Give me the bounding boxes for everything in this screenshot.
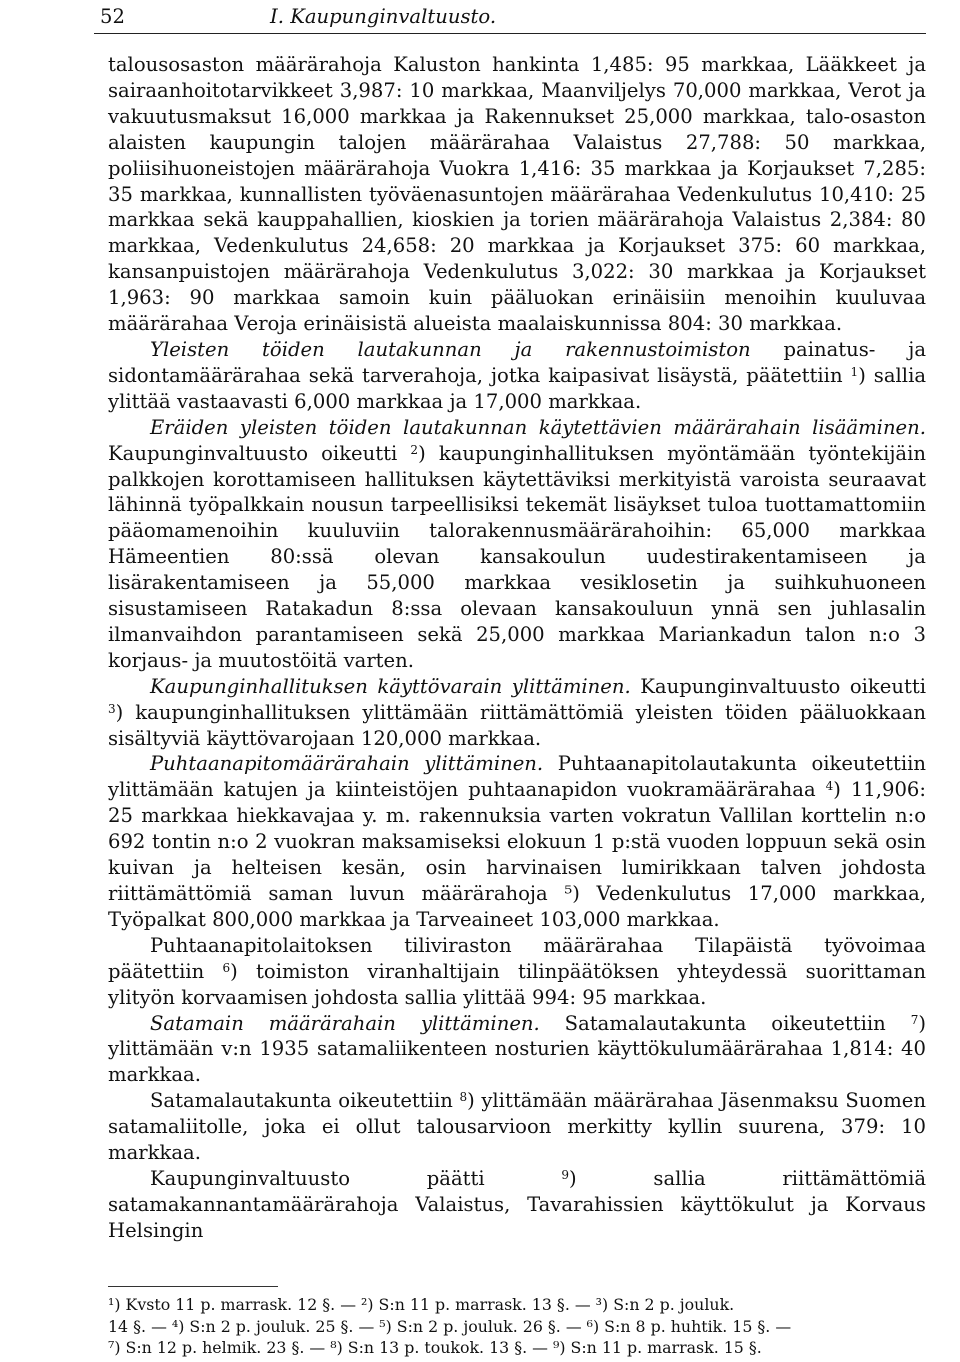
section-heading: Kaupunginhallituksen käyttövarain ylittäminen. [150,674,631,698]
paragraph-text: Satamalautakunta oikeutettiin [564,1011,886,1035]
section-heading: Puhtaanapitomäärärahain ylittäminen. [150,752,544,776]
footnotes [108,1294,926,1359]
section-heading: Eräiden yleisten töiden lautakunnan käytettävien määrärahain lisääminen. [150,415,926,439]
section-heading: Satamain määrärahain ylittäminen. [150,1011,540,1035]
footnote-ref: 2 [410,442,419,457]
paragraph-text-cont: ylittämään määrärahaa Jäsenmaksu Suomen satamaliitolle, joka ei ollut talousarvioon merkitty kyllin suurena, 379: 10 markkaa. [108,1089,927,1165]
paragraph-text-cont: kaupunginhallituksen myöntämään työntekijäin palkkojen korottamiseen hallituksen käytettäviksi merkityistä varoista seuraavat lähinnä työpalkkain nousun tarpeellisiksi tekemät lisäykset tuloa tuottamattomiin pääomamenoihin kuuluviin talorakennusmäärärahoihin: 65,000 markkaa Hämeentien 80:ssä olevan kansakoulun uudestirakentamiseen ja lisärakentamiseen ja 55,000 markkaa vesiklosetin ja suihkuhuoneen sisustamiseen Ratakadun 8:ssa olevaan kansakouluun ynnä sen juhlasalin ilmanvaihdon parantamiseen sekä 25,000 markkaa Mariankadun talon n:o 3 korjaus- ja muutostöitä varten. [108,441,927,672]
footnote-ref: 4 [825,779,834,794]
page-number: 52 [100,5,125,28]
paragraph-text: Puhtaanapitolaitoksen tiliviraston määrärahaa Tilapäistä työvoimaa päätettiin [108,933,926,983]
page-header [100,2,926,32]
paragraph-text: talousosaston määrärahoja Kaluston hankinta 1,485: 95 markkaa, Lääkkeet ja sairaanhoitotarvikkeet 3,987: 10 markkaa, Maanviljelys 70,000 markkaa, Verot ja vakuutusmaksut 16,000 markkaa ja Rakennukset 25,000 markkaa, talo-osaston alaisten kaupungin talojen määrärahaa Valaistus 27,788: 50 markkaa, poliisihuoneistojen määrärahoja Vuokra 1,416: 35 markkaa ja Korjaukset 7,285: 35 markkaa, kunnallisten työväenasuntojen määrärahaa Vedenkulutus 10,410: 25 markkaa sekä kauppahallien, kioskien ja torien määrärahoja Valaistus 2,384: 80 markkaa, Vedenkulutus 24,658: 20 markkaa ja Korjaukset 375: 60 markkaa, kansanpuistojen määrärahoja Vedenkulutus 3,022: 30 markkaa ja Korjaukset 1,963: 90 markkaa samoin kuin pääluokan erinäisiin menoihin kuuluvaa määrärahaa Veroja erinäisistä alueista maalaiskunnissa 804: 30 markkaa. [108,53,926,336]
footnote-ref: 3 [108,701,116,716]
body-text [108,52,926,1244]
paragraph-text: Kaupunginvaltuusto oikeutti [108,441,398,465]
footnote-ref: 6 [222,960,231,975]
paragraph-6: Puhtaanapitolaitoksen tiliviraston määrärahaa Tilapäistä työvoimaa päätettiin $^6$) toimiston viranhaltijain tilinpäätöksen yhteydessä suorittaman ylityön korvaamisen johdosta sallia ylittää 994: 95 markkaa. [108,933,926,1009]
paragraph-text-cont: sallia ylittää vastaavasti 6,000 markkaa ja 17,000 markkaa. [108,363,927,413]
paragraph-text: Satamalautakunta oikeutettiin [150,1089,453,1113]
footnote-ref: 1 [850,364,859,379]
paragraph-text-cont: toimiston viranhaltijain tilinpäätöksen yhteydessä suorittaman ylityön korvaamisen johdosta sallia ylittää 994: 95 markkaa. [108,959,926,1009]
footnote-rule [108,1286,278,1287]
paragraph-text: Kaupunginvaltuusto oikeutti [640,674,926,698]
footnote-ref: 9 [561,1167,570,1182]
paragraph-8: Satamalautakunta oikeutettiin $^8$) ylittämään määrärahaa Jäsenmaksu Suomen satamaliitolle, joka ei ollut talousarvioon merkitty kyllin suurena, 379: 10 markkaa. [108,1089,927,1165]
paragraph-text-cont: 11,906: 25 markkaa hiekkavajaa y. m. rakennuksia varten vokratun Vallilan korttelin n:o 692 tontin n:o 2 vuokran maksamiseksi elokuun 1 p:stä vuoden loppuun sekä osin kuivan ja helteisen kesän, osin harvinaisen lumirikkaan talven johdosta riittämättömiä saman luvun määrärahoja ⁵) Vedenkulutus 17,000 markkaa, Työpalkat 800,000 markkaa ja Tarveaineet 103,000 markkaa. [108,778,927,931]
footnote-line: ¹) Kvsto 11 p. marrask. 12 §. — ²) S:n 11 p. marrask. 13 §. — ³) S:n 2 p. jouluk. [108,1295,735,1314]
paragraph-3: Eräiden yleisten töiden lautakunnan käytettävien määrärahain lisääminen. Kaupunginvaltuusto oikeutti $^2$) kaupunginhallituksen myöntämään työntekijäin palkkojen korottamiseen hallituksen käytettäviksi merkityistä varoista seuraavat lähinnä työpalkkain nousun tarpeellisiksi tekemät lisäykset tuloa tuottamattomiin pääomamenoihin kuuluviin talorakennusmäärärahoihin: 65,000 markkaa Hämeentien 80:ssä olevan kansakoulun uudestirakentamiseen ja lisärakentamiseen ja 55,000 markkaa vesiklosetin ja suihkuhuoneen sisustamiseen Ratakadun 8:ssa olevaan kansakouluun ynnä sen juhlasalin ilmanvaihdon parantamiseen sekä 25,000 markkaa Mariankadun talon n:o 3 korjaus- ja muutostöitä varten. [108,415,927,672]
paragraph-7: Satamain määrärahain ylittäminen. Satamalautakunta oikeutettiin $^7$) ylittämään v:n 1935 satamaliikenteen nosturien käyttökulumäärärahaa 1,814: 40 markkaa. [108,1011,926,1087]
paragraph-1 [108,52,926,337]
paragraph-4: Kaupunginhallituksen käyttövarain ylittäminen. Kaupunginvaltuusto oikeutti $^3$) kaupunginhallituksen ylittämään riittämättömiä yleisten töiden pääluokkaan sisältyviä käyttövarojaan 120,000 markkaa. [108,674,927,750]
paragraph-text: painatus- ja sidontamäärärahaa sekä tarverahoja, jotka kaipasivat lisäystä, päätettiin [108,337,927,387]
paragraph-text: Kaupunginvaltuusto päätti [150,1166,485,1190]
paragraph-2: Yleisten töiden lautakunnan ja rakennustoimiston painatus- ja sidontamäärärahaa sekä tarverahoja, jotka kaipasivat lisäystä, päätettiin $^1$) sallia ylittää vastaavasti 6,000 markkaa ja 17,000 markkaa. [108,337,927,413]
paragraph-text-cont: kaupunginhallituksen ylittämään riittämättömiä yleisten töiden pääluokkaan sisältyviä käyttövarojaan 120,000 markkaa. [108,700,927,750]
paragraph-text: Puhtaanapitolautakunta oikeutettiin ylittämään katujen ja kiinteistöjen puhtaanapidon vuokramäärärahaa [108,752,926,802]
paragraph-text-cont: sallia riittämättömiä satamakannantamäärärahoja Valaistus, Tavarahissien käyttökulut ja Korvaus Helsingin [108,1166,927,1242]
section-heading: Yleisten töiden lautakunnan ja rakennustoimiston [150,337,751,361]
footnote-line: 14 §. — ⁴) S:n 2 p. jouluk. 25 §. — ⁵) S:n 2 p. jouluk. 26 §. — ⁶) S:n 8 p. huhtik. 15 §. — [108,1316,792,1336]
footnote-ref: 8 [459,1090,468,1105]
paragraph-9: Kaupunginvaltuusto päätti $^9$) sallia riittämättömiä satamakannantamäärärahoja Valaistus, Tavarahissien käyttökulut ja Korvaus Helsingin [108,1166,927,1242]
paragraph-text-cont: ylittämään v:n 1935 satamaliikenteen nosturien käyttökulumäärärahaa 1,814: 40 markkaa. [108,1037,926,1087]
paragraph-5: Puhtaanapitomäärärahain ylittäminen. Puhtaanapitolautakunta oikeutettiin ylittämään katujen ja kiinteistöjen puhtaanapidon vuokramäärärahaa $^4$) 11,906: 25 markkaa hiekkavajaa y. m. rakennuksia varten vokratun Vallilan korttelin n:o 692 tontin n:o 2 vuokran maksamiseksi elokuun 1 p:stä vuoden loppuun sekä osin kuivan ja helteisen kesän, osin harvinaisen lumirikkaan talven johdosta riittämättömiä saman luvun määrärahoja ⁵) Vedenkulutus 17,000 markkaa, Työpalkat 800,000 markkaa ja Tarveaineet 103,000 markkaa. [108,752,927,931]
header-rule [94,33,926,34]
footnote-ref: 7 [910,1012,919,1027]
running-head: I. Kaupunginvaltuusto. [270,5,497,28]
footnote-line: ⁷) S:n 12 p. helmik. 23 §. — ⁸) S:n 13 p. toukok. 13 §. — ⁹) S:n 11 p. marrask. 15 §. [108,1338,762,1357]
